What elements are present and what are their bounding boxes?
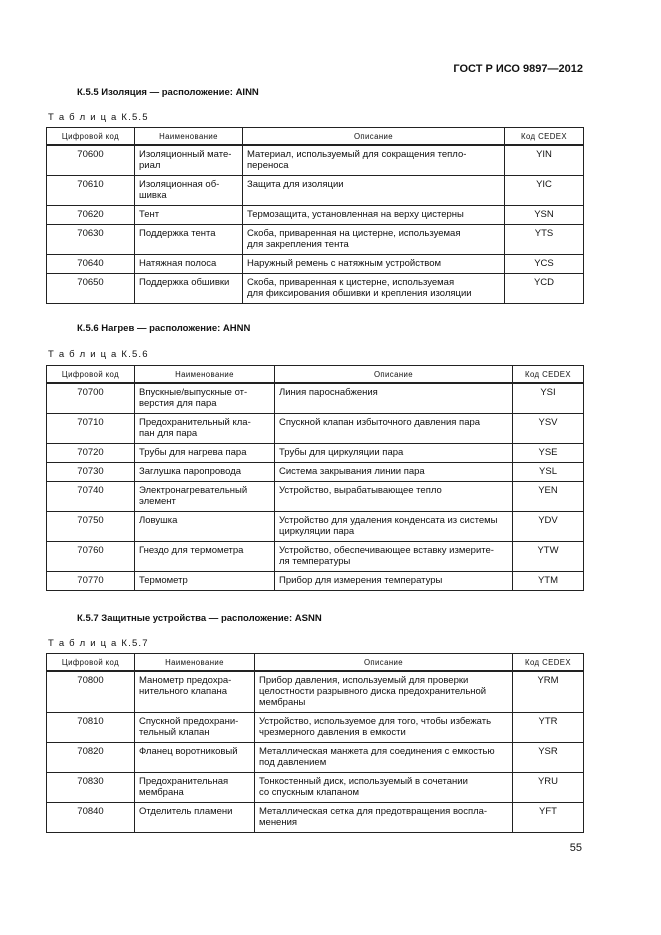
cell-description: Устройство для удаления конденсата из системы циркуляции пара xyxy=(275,512,513,542)
cell-code: 70730 xyxy=(47,463,135,482)
cell-code: 70720 xyxy=(47,444,135,463)
cell-description: Устройство, используемое для того, чтобы избежать чрезмерного давления в емкости xyxy=(255,713,513,743)
cell-name: Отделитель пламени xyxy=(135,803,255,833)
cell-code: 70600 xyxy=(47,145,135,176)
cell-name: Предохранительный кла- пан для пара xyxy=(135,414,275,444)
cell-description: Система закрывания линии пара xyxy=(275,463,513,482)
col-header-name: Наименование xyxy=(135,366,275,384)
col-header-name: Наименование xyxy=(135,128,243,146)
cell-name: Спускной предохрани- тельный клапан xyxy=(135,713,255,743)
cell-name: Гнездо для термометра xyxy=(135,542,275,572)
cell-code: 70840 xyxy=(47,803,135,833)
cell-code: 70610 xyxy=(47,176,135,206)
cell-name: Электронагревательный элемент xyxy=(135,482,275,512)
cell-code: 70800 xyxy=(47,671,135,713)
table-row xyxy=(47,225,584,255)
table-row xyxy=(47,713,584,743)
col-header-code: Цифровой код xyxy=(47,654,135,672)
cell-description: Металлическая сетка для предотвращения воспла- менения xyxy=(255,803,513,833)
cell-description: Прибор давления, используемый для проверки целостности разрывного диска предохранительной мембраны xyxy=(255,671,513,713)
cell-description: Линия пароснабжения xyxy=(275,383,513,414)
table-row xyxy=(47,572,584,591)
table-row xyxy=(47,773,584,803)
cell-name: Натяжная полоса xyxy=(135,255,243,274)
cell-name: Термометр xyxy=(135,572,275,591)
cell-name: Изоляционная об- шивка xyxy=(135,176,243,206)
cell-name: Трубы для нагрева пара xyxy=(135,444,275,463)
cell-description: Прибор для измерения температуры xyxy=(275,572,513,591)
table-label-k55: Т а б л и ц а К.5.5 xyxy=(48,112,149,123)
cell-name: Поддержка тента xyxy=(135,225,243,255)
col-header-cedex: Код CEDEX xyxy=(513,654,584,672)
document-standard-header: ГОСТ Р ИСО 9897—2012 xyxy=(453,63,583,75)
cell-cedex: YTM xyxy=(513,572,584,591)
cell-description: Наружный ремень с натяжным устройством xyxy=(243,255,505,274)
table-k56 xyxy=(46,365,584,591)
col-header-name: Наименование xyxy=(135,654,255,672)
cell-code: 70650 xyxy=(47,274,135,304)
table-label-k56: Т а б л и ц а К.5.6 xyxy=(48,349,149,360)
cell-code: 70820 xyxy=(47,743,135,773)
table-row xyxy=(47,743,584,773)
page-number: 55 xyxy=(569,842,582,854)
cell-code: 70760 xyxy=(47,542,135,572)
col-header-code: Цифровой код xyxy=(47,128,135,146)
section-title-k55: К.5.5 Изоляция — расположение: AINN xyxy=(77,87,259,98)
cell-cedex: YRU xyxy=(513,773,584,803)
cell-name: Предохранительная мембрана xyxy=(135,773,255,803)
table-header-row xyxy=(47,366,584,384)
table-header-row xyxy=(47,128,584,146)
cell-cedex: YSV xyxy=(513,414,584,444)
cell-name: Манометр предохра- нительного клапана xyxy=(135,671,255,713)
table-header-row xyxy=(47,654,584,672)
cell-description: Скоба, приваренная к цистерне, используемая для фиксирования обшивки и крепления изоляции xyxy=(243,274,505,304)
col-header-code: Цифровой код xyxy=(47,366,135,384)
table-row xyxy=(47,671,584,713)
section-title-k56: К.5.6 Нагрев — расположение: AHNN xyxy=(77,323,251,334)
table-row xyxy=(47,255,584,274)
cell-code: 70640 xyxy=(47,255,135,274)
section-title-k57: К.5.7 Защитные устройства — расположение: ASNN xyxy=(77,613,322,624)
cell-code: 70710 xyxy=(47,414,135,444)
table-row xyxy=(47,176,584,206)
cell-cedex: YIC xyxy=(505,176,584,206)
cell-cedex: YTS xyxy=(505,225,584,255)
cell-description: Металлическая манжета для соединения с емкостью под давлением xyxy=(255,743,513,773)
cell-cedex: YCD xyxy=(505,274,584,304)
table-row xyxy=(47,803,584,833)
table-row xyxy=(47,206,584,225)
cell-cedex: YFT xyxy=(513,803,584,833)
cell-name: Поддержка обшивки xyxy=(135,274,243,304)
cell-code: 70630 xyxy=(47,225,135,255)
cell-description: Трубы для циркуляции пара xyxy=(275,444,513,463)
cell-description: Защита для изоляции xyxy=(243,176,505,206)
table-row xyxy=(47,482,584,512)
table-row xyxy=(47,414,584,444)
col-header-cedex: Код CEDEX xyxy=(513,366,584,384)
cell-description: Тонкостенный диск, используемый в сочетании со спускным клапаном xyxy=(255,773,513,803)
cell-name: Заглушка паропровода xyxy=(135,463,275,482)
cell-cedex: YRM xyxy=(513,671,584,713)
table-k55 xyxy=(46,127,584,304)
cell-cedex: YDV xyxy=(513,512,584,542)
cell-name: Впускные/выпускные от- верстия для пара xyxy=(135,383,275,414)
cell-code: 70700 xyxy=(47,383,135,414)
cell-cedex: YTR xyxy=(513,713,584,743)
cell-name: Ловушка xyxy=(135,512,275,542)
col-header-description: Описание xyxy=(275,366,513,384)
cell-cedex: YSL xyxy=(513,463,584,482)
table-row xyxy=(47,512,584,542)
cell-name: Изоляционный мате- риал xyxy=(135,145,243,176)
cell-name: Тент xyxy=(135,206,243,225)
cell-code: 70770 xyxy=(47,572,135,591)
table-row xyxy=(47,145,584,176)
cell-cedex: YTW xyxy=(513,542,584,572)
cell-code: 70830 xyxy=(47,773,135,803)
cell-description: Устройство, обеспечивающее вставку измерите- ля температуры xyxy=(275,542,513,572)
cell-code: 70750 xyxy=(47,512,135,542)
cell-cedex: YEN xyxy=(513,482,584,512)
cell-name: Фланец воротниковый xyxy=(135,743,255,773)
cell-description: Спускной клапан избыточного давления пара xyxy=(275,414,513,444)
table-row xyxy=(47,444,584,463)
cell-description: Материал, используемый для сокращения тепло- переноса xyxy=(243,145,505,176)
cell-cedex: YSN xyxy=(505,206,584,225)
cell-code: 70810 xyxy=(47,713,135,743)
cell-description: Устройство, вырабатывающее тепло xyxy=(275,482,513,512)
table-label-k57: Т а б л и ц а К.5.7 xyxy=(48,638,149,649)
cell-cedex: YSE xyxy=(513,444,584,463)
cell-code: 70620 xyxy=(47,206,135,225)
cell-code: 70740 xyxy=(47,482,135,512)
table-row xyxy=(47,542,584,572)
col-header-cedex: Код CEDEX xyxy=(505,128,584,146)
table-row xyxy=(47,463,584,482)
cell-cedex: YIN xyxy=(505,145,584,176)
cell-description: Скоба, приваренная на цистерне, используемая для закрепления тента xyxy=(243,225,505,255)
col-header-description: Описание xyxy=(255,654,513,672)
cell-cedex: YSI xyxy=(513,383,584,414)
cell-cedex: YSR xyxy=(513,743,584,773)
table-row xyxy=(47,274,584,304)
table-row xyxy=(47,383,584,414)
cell-cedex: YCS xyxy=(505,255,584,274)
table-k57 xyxy=(46,653,584,833)
col-header-description: Описание xyxy=(243,128,505,146)
cell-description: Термозащита, установленная на верху цистерны xyxy=(243,206,505,225)
